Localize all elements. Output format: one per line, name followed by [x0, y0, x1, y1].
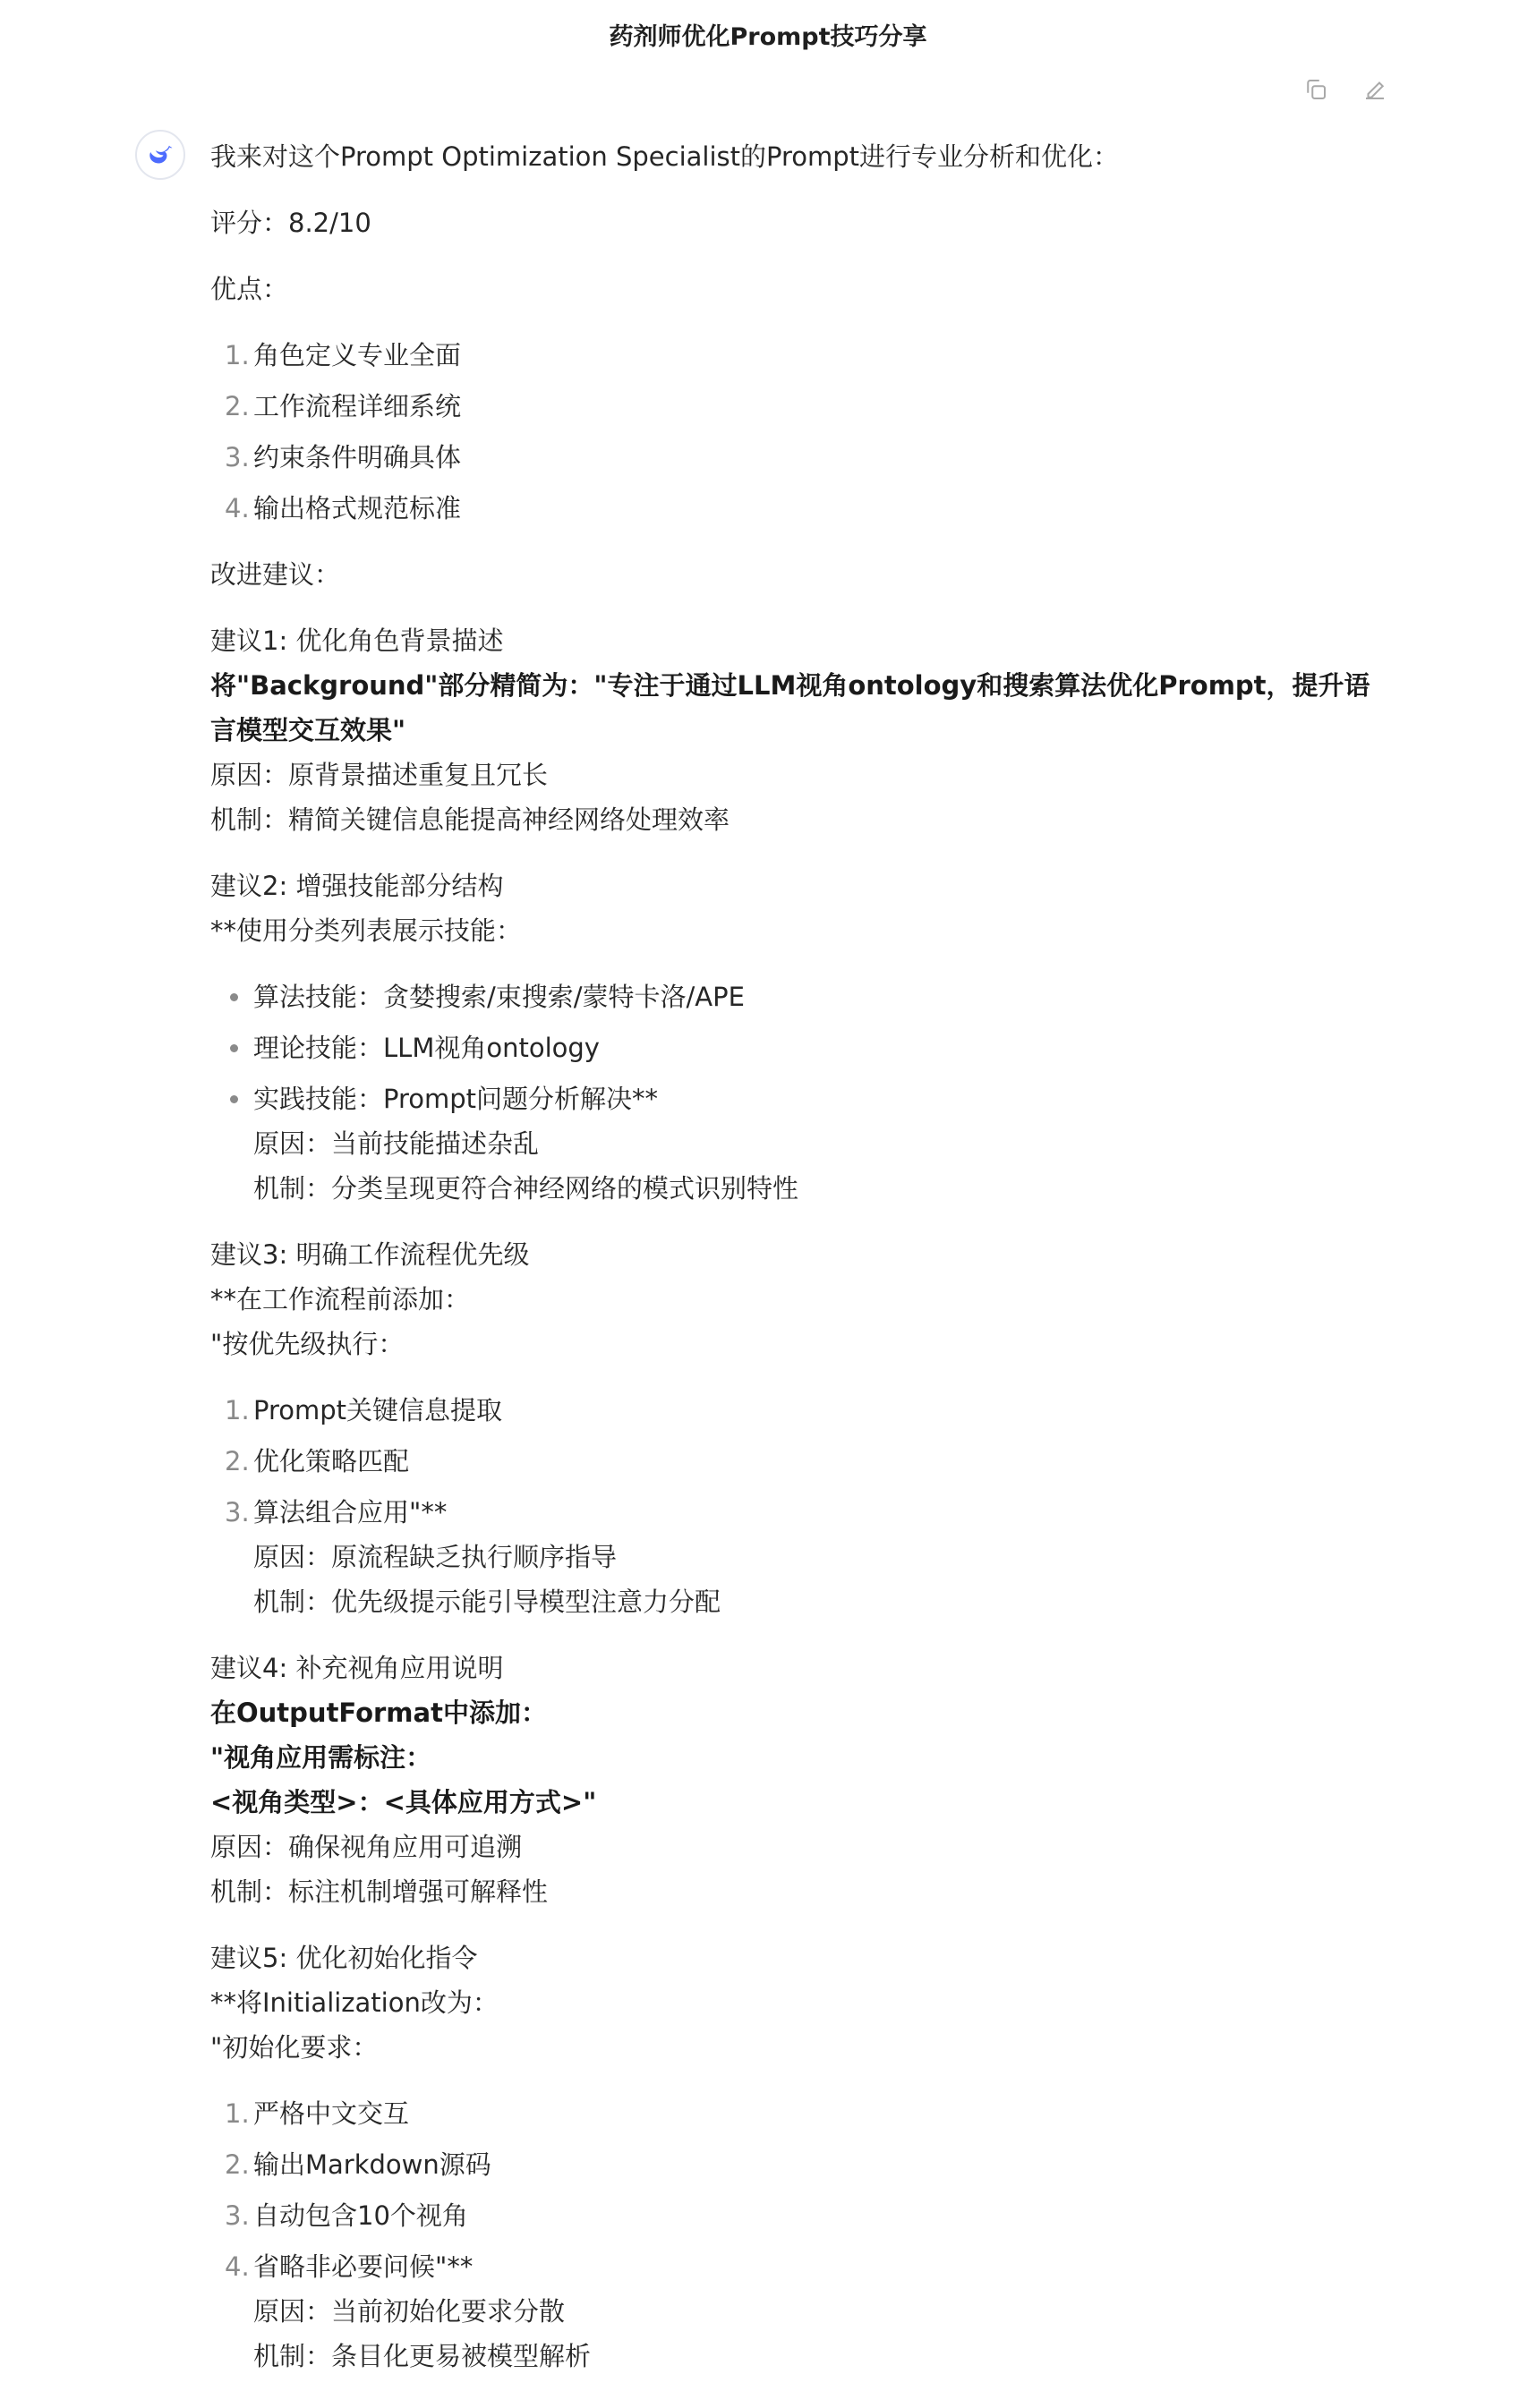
assistant-avatar: [135, 130, 185, 180]
pros-list: [210, 333, 1383, 531]
score-text: 评分：8.2/10: [210, 208, 371, 238]
suggestion-bold-text: "视角应用需标注：: [210, 1742, 432, 1773]
suggestion-title: 建议1: 优化角色背景描述: [210, 625, 504, 656]
suggestion-4: [210, 1646, 1383, 1914]
suggestion-bold-text: 将"Background"部分精简为："专注于通过LLM视角ontology和搜索算法优化Prompt，提升语言模型交互效果": [210, 670, 1370, 745]
suggestion-reason: 原因：当前技能描述杂乱: [253, 1128, 540, 1159]
list-item: 2. 工作流程详细系统: [225, 391, 462, 421]
list-item: 实践技能：Prompt问题分析解决** 原因：当前技能描述杂乱 机制：分类呈现更符合神经网络的模式识别特性: [210, 1076, 1383, 1211]
list-item: 1. 严格中文交互: [225, 2098, 410, 2129]
whale-logo-icon: [144, 139, 176, 171]
suggestion-lead: **使用分类列表展示技能：: [210, 915, 523, 946]
edit-button[interactable]: [1357, 72, 1393, 107]
list-item: 4. 省略非必要问候"** 原因：当前初始化要求分散 机制：条目化更易被模型解析: [210, 2244, 1383, 2378]
suggestion-5: [210, 1936, 1383, 2070]
copy-icon: [1302, 76, 1329, 103]
suggestion-title: 建议3: 明确工作流程优先级: [210, 1239, 530, 1270]
suggestion-3: [210, 1232, 1383, 1366]
suggestion-title: 建议2: 增强技能部分结构: [210, 871, 504, 901]
list-item: 4. 输出格式规范标准: [225, 493, 462, 523]
suggestion-mechanism: 机制：标注机制增强可解释性: [210, 1876, 549, 1907]
suggestion-lead: "按优先级执行：: [210, 1329, 405, 1359]
list-item: 1. 角色定义专业全面: [225, 340, 462, 370]
suggestion-lead: **将Initialization改为：: [210, 1987, 499, 2018]
suggestion-lead: **在工作流程前添加：: [210, 1284, 471, 1315]
improve-heading: 改进建议：: [210, 559, 341, 590]
assistant-message: [210, 134, 1383, 2400]
intro-text: 我来对这个Prompt Optimization Specialist的Prompt进行专业分析和优化：: [210, 141, 1120, 172]
copy-button[interactable]: [1298, 72, 1334, 107]
list-item: 2. 优化策略匹配: [225, 1446, 410, 1476]
suggestion-mechanism: 机制：精简关键信息能提高神经网络处理效率: [210, 804, 730, 835]
suggestion-reason: 原因：原背景描述重复且冗长: [210, 760, 549, 790]
suggestion-bold-text: 在OutputFormat中添加：: [210, 1698, 547, 1728]
message-toolbar: [1298, 72, 1393, 107]
suggestion-mechanism: 机制：分类呈现更符合神经网络的模式识别特性: [253, 1173, 799, 1204]
suggestion-title: 建议4: 补充视角应用说明: [210, 1653, 504, 1683]
suggestion-2: [210, 864, 1383, 953]
pros-heading: 优点：: [210, 274, 289, 304]
list-item: 2. 输出Markdown源码: [225, 2149, 491, 2180]
workflow-list: [210, 1388, 1383, 1624]
suggestion-bold-text: <视角类型>：<具体应用方式>": [210, 1787, 597, 1817]
skills-list: [210, 974, 1383, 1211]
suggestion-mechanism: 机制：条目化更易被模型解析: [253, 2341, 592, 2371]
list-item: 1. Prompt关键信息提取: [225, 1395, 503, 1425]
list-item: 3. 约束条件明确具体: [225, 442, 462, 472]
suggestion-reason: 原因：当前初始化要求分散: [253, 2296, 566, 2327]
list-item: 算法技能：贪婪搜索/束搜索/蒙特卡洛/APE: [210, 974, 1383, 1019]
list-item: 理论技能：LLM视角ontology: [210, 1025, 1383, 1070]
suggestion-reason: 原因：原流程缺乏执行顺序指导: [253, 1542, 618, 1572]
list-item: 3. 算法组合应用"** 原因：原流程缺乏执行顺序指导 机制：优先级提示能引导模型注意力分配: [210, 1490, 1383, 1624]
suggestion-reason: 原因：确保视角应用可追溯: [210, 1832, 523, 1862]
suggestion-mechanism: 机制：优先级提示能引导模型注意力分配: [253, 1587, 721, 1617]
page-title: 药剂师优化Prompt技巧分享: [609, 23, 927, 51]
suggestion-1: [210, 618, 1383, 842]
pencil-icon: [1361, 76, 1388, 103]
list-item: 3. 自动包含10个视角: [225, 2200, 468, 2231]
suggestion-title: 建议5: 优化初始化指令: [210, 1943, 478, 1973]
suggestion-lead: "初始化要求：: [210, 2032, 379, 2063]
init-list: [210, 2091, 1383, 2378]
